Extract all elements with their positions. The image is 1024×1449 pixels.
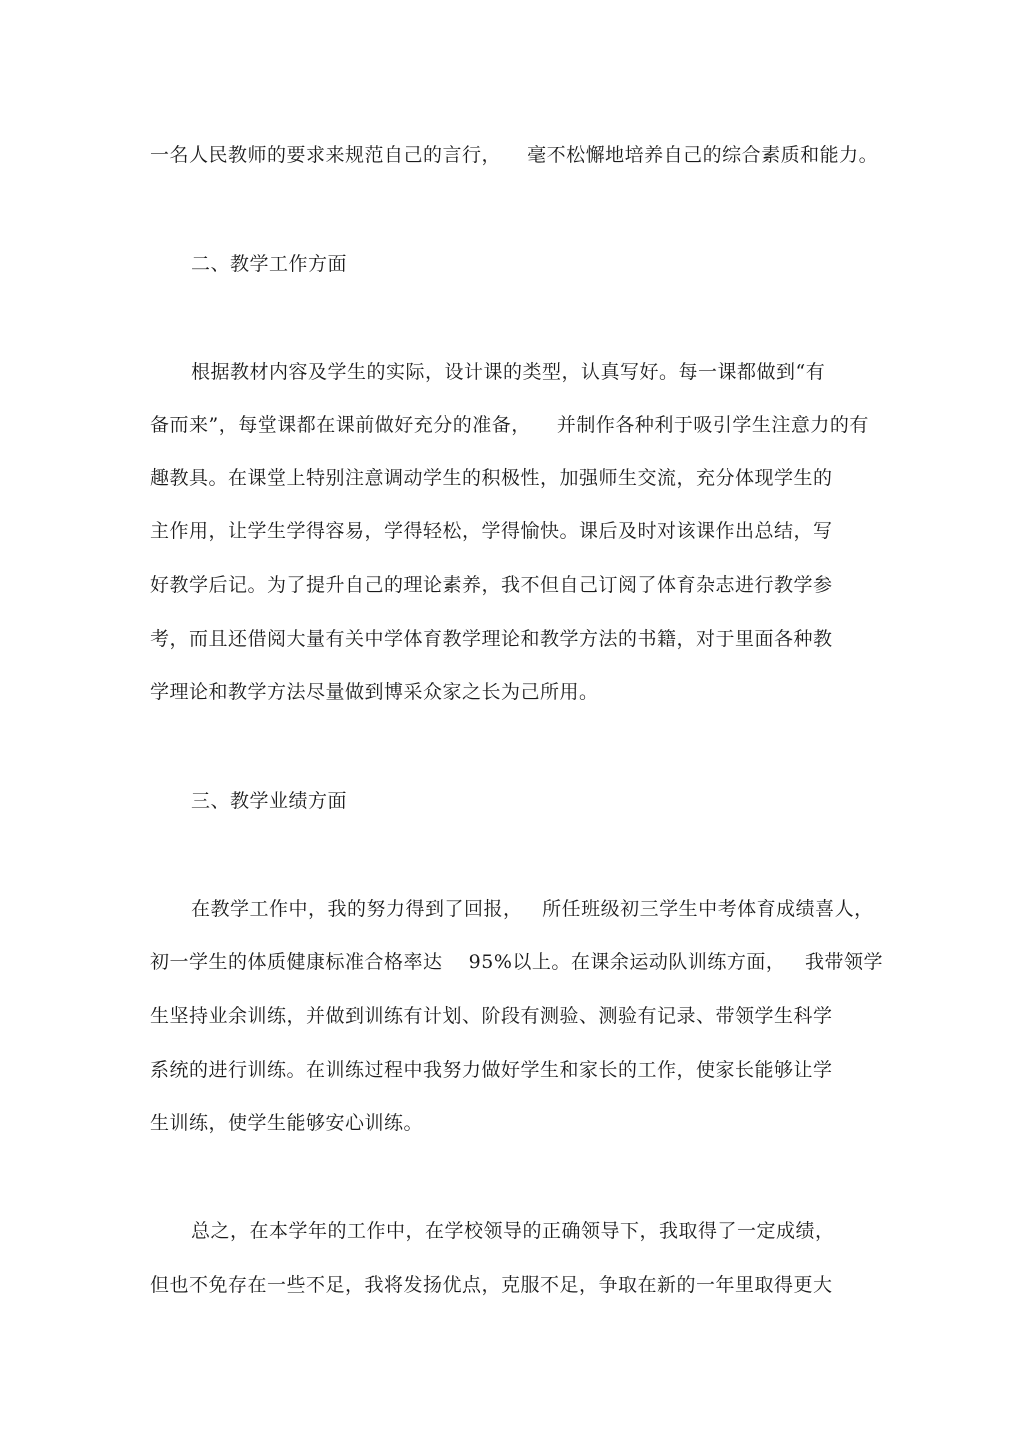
section3-line-4: 系统的进行训练。在训练过程中我努力做好学生和家长的工作，使家长能够让学 [150,1059,833,1081]
conclusion-line-2: 但也不免存在一些不足，我将发扬优点，克服不足，争取在新的一年里取得更大 [150,1274,833,1296]
section3-line-1: 在教学工作中，我的努力得到了回报， 所任班级初三学生中考体育成绩喜人， [191,898,874,920]
intro-line-1: 一名人民教师的要求来规范自己的言行， 毫不松懈地培养自己的综合素质和能力。 [150,144,879,166]
section2-line-6: 考，而且还借阅大量有关中学体育教学理论和教学方法的书籍，对于里面各种教 [150,628,833,650]
conclusion-line-1: 总之，在本学年的工作中，在学校领导的正确领导下，我取得了一定成绩， [191,1220,835,1242]
section-heading-teaching-work: 二、教学工作方面 [191,253,348,275]
section2-line-4: 主作用，让学生学得容易，学得轻松，学得愉快。课后及时对该课作出总结，写 [150,520,833,542]
section2-line-5: 好教学后记。为了提升自己的理论素养，我不但自己订阅了体育杂志进行教学参 [150,574,833,596]
section2-line-2: 备而来”，每堂课都在课前做好充分的准备， 并制作各种利于吸引学生注意力的有 [150,414,869,436]
section2-line-3: 趣教具。在课堂上特别注意调动学生的积极性，加强师生交流，充分体现学生的 [150,467,833,489]
section-heading-teaching-achievements: 三、教学业绩方面 [191,790,348,812]
section3-line-2: 初一学生的体质健康标准合格率达 95%以上。在课余运动队训练方面， 我带领学 [150,951,884,973]
section3-line-3: 生坚持业余训练，并做到训练有计划、阶段有测验、测验有记录、带领学生科学 [150,1005,833,1027]
section2-line-7: 学理论和教学方法尽量做到博采众家之长为己所用。 [150,681,599,703]
section3-line-5: 生训练，使学生能够安心训练。 [150,1112,424,1134]
section2-line-1: 根据教材内容及学生的实际，设计课的类型，认真写好。每一课都做到“有 [191,361,826,383]
